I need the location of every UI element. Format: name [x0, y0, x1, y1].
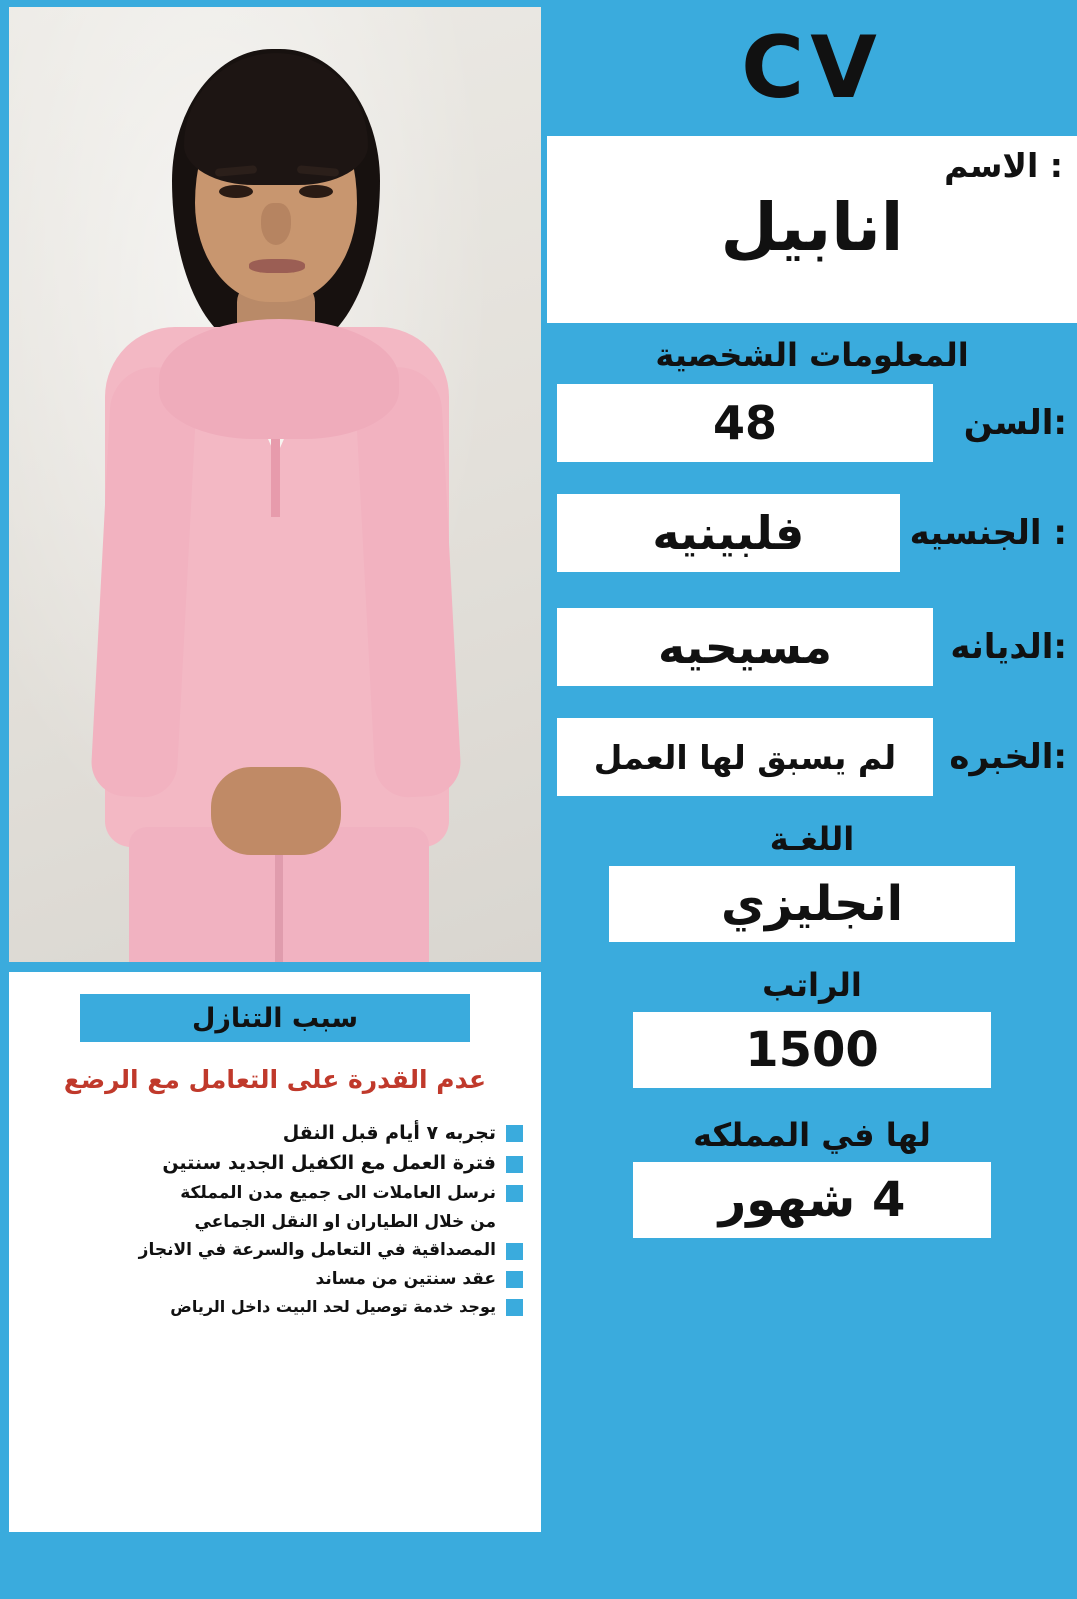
- note-text: من خلال الطياران او النقل الجماعي: [194, 1211, 496, 1232]
- field-religion: [547, 602, 1077, 692]
- field-value-age: 48: [557, 384, 933, 462]
- field-experience: [547, 712, 1077, 802]
- list-item: [27, 1123, 523, 1145]
- name-value: انابيل: [720, 189, 904, 266]
- in-kingdom-value: 4 شهور: [633, 1162, 991, 1238]
- left-eye: [219, 185, 253, 198]
- field-label-age: :السن: [963, 403, 1067, 443]
- in-kingdom-title: لها في المملكه: [693, 1116, 931, 1154]
- reason-card: [9, 972, 541, 1532]
- field-label-experience: :الخبره: [949, 737, 1067, 777]
- list-item: [27, 1241, 523, 1261]
- name-label: : الاسم: [944, 146, 1063, 185]
- field-value-religion: مسيحيه: [557, 608, 933, 686]
- note-text: عقد سنتين من مساند: [315, 1268, 496, 1289]
- bullet-square-icon: [506, 1125, 523, 1142]
- hands: [211, 767, 341, 855]
- bullet-square-icon: [506, 1299, 523, 1316]
- applicant-photo: [9, 7, 541, 962]
- list-item: [27, 1270, 523, 1290]
- cv-title-text: CV: [741, 18, 883, 118]
- right-eye: [299, 185, 333, 198]
- list-item: [27, 1184, 523, 1204]
- field-value-experience: لم يسبق لها العمل: [557, 718, 933, 796]
- field-label-nationality: : الجنسيه: [909, 513, 1067, 553]
- note-text: نرسل العاملات الى جميع مدن المملكة: [180, 1183, 496, 1204]
- salary-value: 1500: [633, 1012, 991, 1088]
- bullet-square-icon: [506, 1243, 523, 1260]
- field-label-religion: :الديانه: [950, 627, 1067, 667]
- mouth: [249, 259, 305, 273]
- page-title: [547, 0, 1077, 136]
- field-value-nationality: فلبينيه: [557, 494, 900, 572]
- hood: [159, 319, 399, 439]
- salary-title: الراتب: [762, 966, 862, 1004]
- bullet-square-icon: [506, 1271, 523, 1288]
- list-item: [27, 1153, 523, 1175]
- language-value: انجليزي: [609, 866, 1015, 942]
- reason-text: عدم القدرة على التعامل مع الرضع: [63, 1065, 487, 1094]
- reason-title: سبب التنازل: [80, 994, 470, 1042]
- note-text: تجربه ٧ أيام قبل النقل: [282, 1121, 496, 1144]
- language-title: اللغـة: [769, 820, 855, 858]
- field-age: [547, 378, 1077, 468]
- bullet-square-icon: [506, 1185, 523, 1202]
- nose: [261, 203, 291, 245]
- hair-front: [184, 53, 368, 185]
- person-illustration: [9, 7, 541, 962]
- note-text: فترة العمل مع الكفيل الجديد سنتين: [162, 1152, 496, 1175]
- note-text: يوجد خدمة توصيل لحد البيت داخل الرياض: [170, 1297, 496, 1317]
- personal-info-title: المعلومات الشخصية: [655, 336, 969, 374]
- list-item: [27, 1213, 523, 1233]
- notes-list: [27, 1123, 523, 1317]
- info-column: [547, 0, 1077, 1599]
- name-section: [547, 136, 1077, 323]
- field-nationality: [547, 488, 1077, 578]
- bullet-square-icon: [506, 1156, 523, 1173]
- bottom-accent-bar: [0, 1547, 1077, 1599]
- note-text: المصداقية في التعامل والسرعة في الانجاز: [138, 1240, 496, 1261]
- list-item: [27, 1298, 523, 1316]
